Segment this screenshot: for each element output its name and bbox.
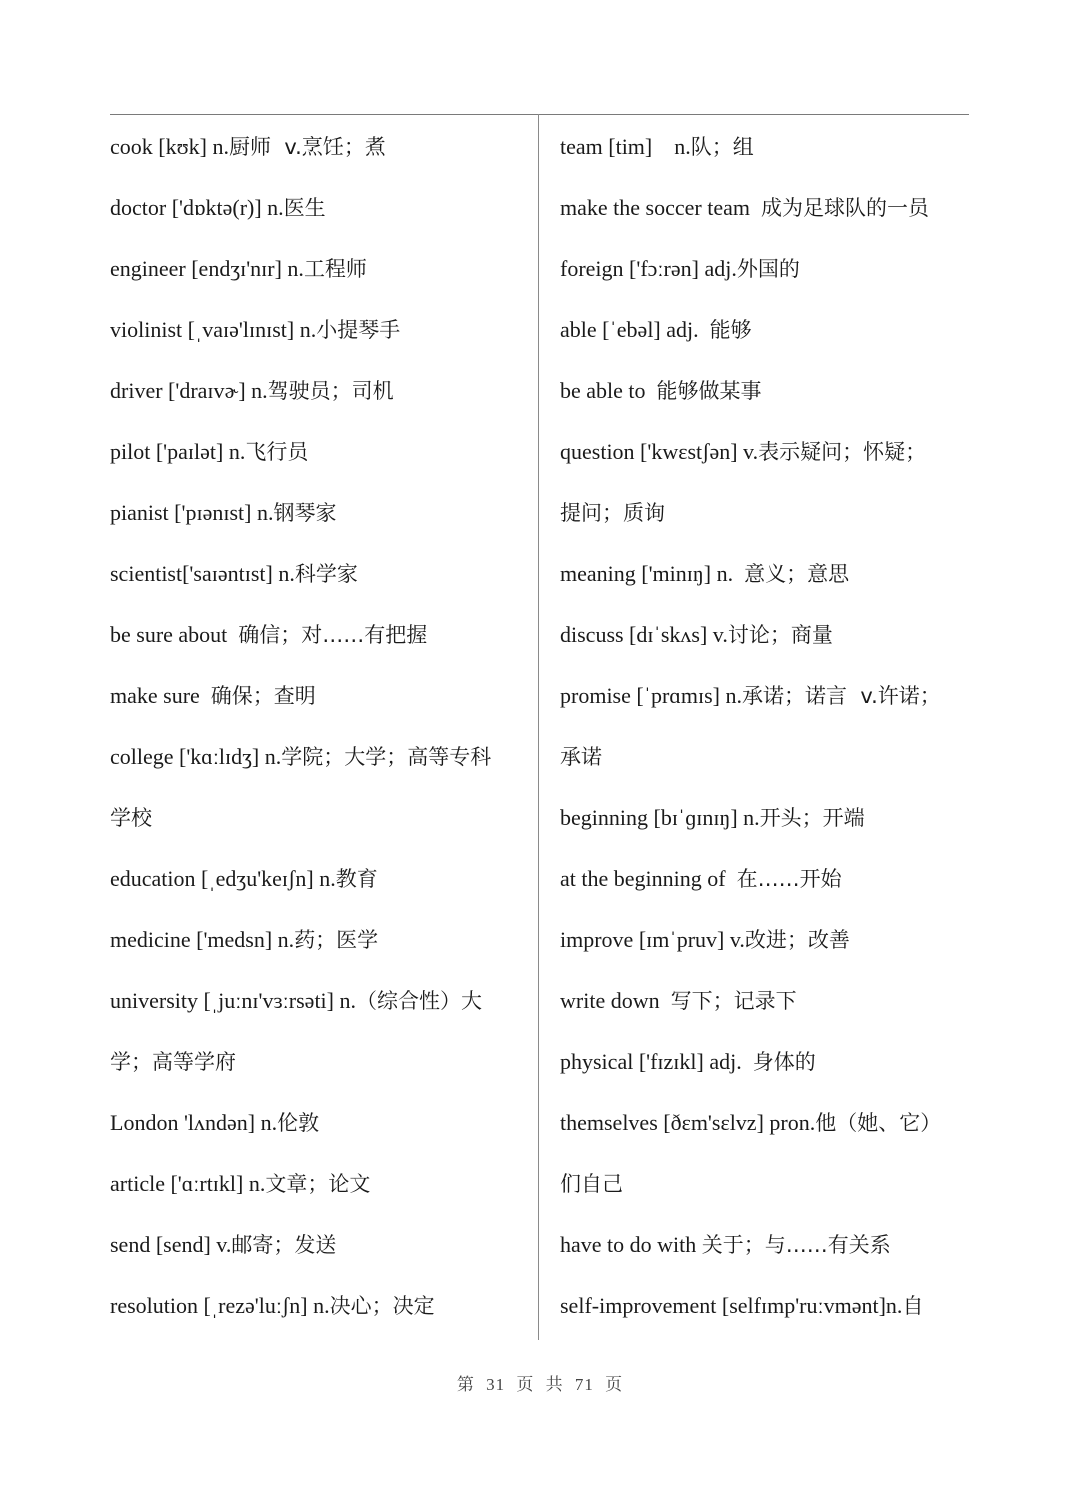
vocab-english: university [ˌjuːnɪ'vɜːrsəti] n. [110, 988, 356, 1013]
vocab-entry [110, 850, 530, 911]
vocab-chinese: 承诺 [560, 745, 602, 769]
vocab-chinese: 承诺；诺言 v.许诺； [741, 684, 941, 708]
vocab-entry [110, 1155, 530, 1216]
vocab-english: driver ['draɪvɚ] n. [110, 378, 268, 403]
vocab-english: be able to [560, 378, 657, 403]
vocab-english: themselves [ðɛm'sɛlvz] pron. [560, 1110, 816, 1135]
vocab-english: London 'lʌndən] n. [110, 1110, 278, 1135]
vocab-english: at the beginning of [560, 866, 737, 891]
vocab-entry [110, 911, 530, 972]
vocab-chinese: 他（她、它） [815, 1111, 942, 1135]
vocab-entry [110, 972, 530, 1033]
vocab-entry [560, 606, 970, 667]
vocab-chinese: 厨师 v.烹饪；煮 [229, 135, 386, 159]
vocab-english: meaning ['minɪŋ] n. [560, 561, 745, 586]
vocab-chinese: 讨论；商量 [727, 623, 833, 647]
vocab-chinese: 文章；论文 [265, 1172, 371, 1196]
vocab-english: pianist ['pɪənɪst] n. [110, 500, 274, 525]
vocab-english: cook [kʊk] n. [110, 134, 229, 159]
vocab-english: violinist [ˌvaɪə'lɪnɪst] n. [110, 317, 317, 342]
vocab-entry [560, 301, 970, 362]
vocab-entry [560, 667, 970, 728]
vocab-chinese: 提问；质询 [560, 501, 665, 525]
vocab-english: education [ˌedʒu'keɪʃn] n. [110, 866, 336, 891]
vocab-entry [560, 179, 970, 240]
vocab-chinese: （综合性）大 [356, 989, 482, 1013]
vocab-entry [110, 1216, 530, 1277]
vocab-chinese: 能够 [709, 318, 752, 342]
vocab-entry [560, 545, 970, 606]
vocab-english: physical ['fɪzɪkl] adj. [560, 1049, 753, 1074]
vocab-english: beginning [bɪˈɡɪnɪŋ] n. [560, 805, 760, 830]
vocab-chinese: 确保；查明 [210, 684, 316, 708]
vocab-entry [110, 1094, 530, 1155]
vocab-chinese: 学校 [110, 806, 152, 830]
vocab-entry [110, 484, 530, 545]
vocab-english: foreign ['fɔːrən] adj. [560, 256, 737, 281]
vocab-english: improve [ɪmˈpruv] v. [560, 927, 745, 952]
vocab-chinese: 能够做某事 [656, 379, 762, 403]
vocab-chinese: 自 [902, 1294, 924, 1318]
vocab-entry [560, 911, 970, 972]
vocab-chinese: 药；医学 [294, 928, 379, 952]
vocab-chinese: 学院；大学；高等专科 [281, 745, 492, 769]
vocab-english: discuss [dɪˈskʌs] v. [560, 622, 728, 647]
left-column [110, 118, 530, 1338]
vocab-chinese: 教育 [335, 867, 378, 891]
vocab-chinese: 驾驶员；司机 [267, 379, 394, 403]
vocab-chinese: 队；组 [690, 135, 754, 159]
vocab-chinese: 伦敦 [277, 1111, 320, 1135]
vocab-chinese: 钢琴家 [273, 501, 337, 525]
vocab-chinese: 小提琴手 [316, 318, 401, 342]
vocab-entry [560, 850, 970, 911]
vocab-entry [560, 789, 970, 850]
vocab-entry [110, 240, 530, 301]
vocab-chinese: 决心；决定 [329, 1294, 435, 1318]
vocab-chinese: 身体的 [752, 1050, 816, 1074]
vocab-chinese: 确信；对……有把握 [238, 623, 428, 647]
vocab-entry [110, 118, 530, 179]
vocab-english: be sure about [110, 622, 239, 647]
vocab-chinese: 改进；改善 [744, 928, 850, 952]
vocab-chinese: 开头；开端 [759, 806, 865, 830]
vocab-english: article ['ɑːrtɪkl] n. [110, 1171, 266, 1196]
vocab-entry [110, 667, 530, 728]
vocab-chinese: 在……开始 [736, 867, 842, 891]
vocab-english: doctor ['dɒktə(r)] n. [110, 195, 284, 220]
vocab-entry [560, 1155, 970, 1216]
vocab-entry [110, 606, 530, 667]
vocab-chinese: 工程师 [303, 257, 367, 281]
vocab-english: scientist['saɪəntɪst] n. [110, 561, 295, 586]
vocab-english: make sure [110, 683, 211, 708]
vocab-english: promise [ˈprɑmɪs] n. [560, 683, 742, 708]
vocab-entry [560, 362, 970, 423]
vocab-english: pilot ['paɪlət] n. [110, 439, 246, 464]
vocab-entry [560, 1033, 970, 1094]
vocab-chinese: 外国的 [736, 257, 800, 281]
vocab-chinese: 学；高等学府 [110, 1050, 236, 1074]
vocab-entry [110, 545, 530, 606]
page-number-footer: 第 31 页 共 71 页 [456, 1375, 624, 1394]
vocab-chinese: 飞行员 [245, 440, 309, 464]
vocab-chinese: 表示疑问；怀疑； [758, 440, 927, 464]
vocab-chinese: 关于；与……有关系 [701, 1233, 891, 1257]
right-column [560, 118, 970, 1338]
vocab-entry [560, 1094, 970, 1155]
vocab-english: resolution [ˌrezə'luːʃn] n. [110, 1293, 330, 1318]
vocab-english: college ['kɑːlɪdʒ] n. [110, 744, 282, 769]
vocab-english: team [tim] n. [560, 134, 691, 159]
vocab-english: self-improvement [selfɪmp'ruːvmənt]n. [560, 1293, 903, 1318]
vocab-entry [110, 423, 530, 484]
vocab-entry [110, 301, 530, 362]
vocab-entry [110, 1033, 530, 1094]
vocab-entry [110, 362, 530, 423]
vocab-chinese: 意义；意思 [744, 562, 850, 586]
vocab-english: make the soccer team [560, 195, 761, 220]
vocab-english: send [send] v. [110, 1232, 232, 1257]
vocab-entry [560, 972, 970, 1033]
vocab-entry [560, 118, 970, 179]
vocab-entry [560, 1216, 970, 1277]
vocab-entry [560, 484, 970, 545]
vocab-english: medicine ['medsn] n. [110, 927, 295, 952]
vocab-entry [560, 728, 970, 789]
vocab-entry [560, 240, 970, 301]
vocab-chinese: 们自己 [560, 1172, 623, 1196]
vocab-chinese: 成为足球队的一员 [760, 196, 929, 220]
vocab-entry [110, 728, 530, 789]
vocab-chinese: 写下；记录下 [670, 989, 797, 1013]
vocab-entry [560, 423, 970, 484]
vocab-english: write down [560, 988, 671, 1013]
column-divider [538, 114, 539, 1340]
vocab-entry [560, 1277, 970, 1338]
vocab-english: engineer [endʒɪ'nɪr] n. [110, 256, 304, 281]
vocab-chinese: 医生 [283, 196, 326, 220]
header-rule [110, 114, 969, 115]
vocab-english: have to do with [560, 1232, 702, 1257]
vocab-entry [110, 179, 530, 240]
vocab-chinese: 邮寄；发送 [231, 1233, 337, 1257]
vocab-english: question ['kwɛstʃən] v. [560, 439, 759, 464]
vocab-entry [110, 789, 530, 850]
vocab-entry [110, 1277, 530, 1338]
vocab-chinese: 科学家 [294, 562, 358, 586]
vocab-english: able [ˈebəl] adj. [560, 317, 710, 342]
